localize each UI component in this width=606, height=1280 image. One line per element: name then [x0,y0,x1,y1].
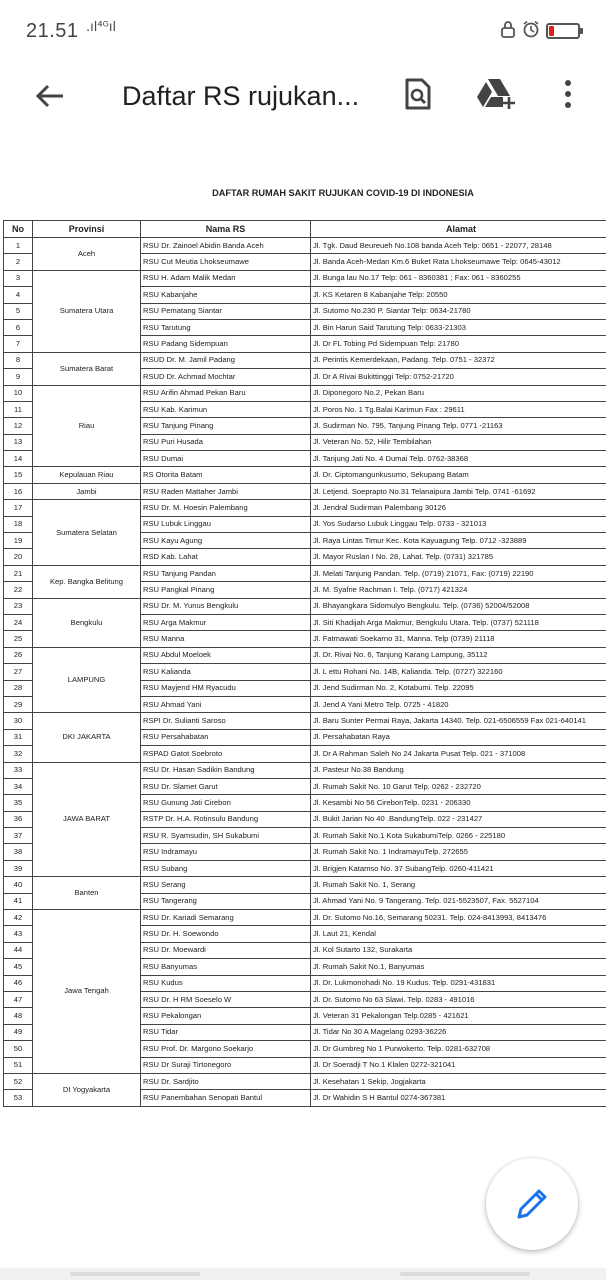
cell-nama-rs: RSU R. Syamsudin, SH Sukabumi [141,828,311,844]
cell-no: 35 [4,795,33,811]
cell-nama-rs: RSD Kab. Lahat [141,549,311,565]
cell-nama-rs: RSU Manna [141,631,311,647]
cell-alamat: Jl. Baru Sunter Permai Raya, Jakarta 14340. Telp. 021-6506559 Fax 021-640141 [311,713,606,729]
cell-nama-rs: RSU Pangkal Pinang [141,582,311,598]
cell-alamat: Jl. Yos Sudarso Lubuk Linggau Telp. 0733 - 321013 [311,516,606,532]
cell-no: 39 [4,860,33,876]
table-row [4,1073,606,1089]
cell-nama-rs: RSU Prof. Dr. Margono Soekarjo [141,1041,311,1057]
cell-provinsi: Riau [33,385,141,467]
cell-alamat: Jl. Bukit Jarian No 40 .BandungTelp. 022 - 231427 [311,811,606,827]
cell-alamat: Jl. Laut 21, Kendal [311,926,606,942]
cell-alamat: Jl. Dr Soeradji T No.1 Klalen 0272-321041 [311,1057,606,1073]
cell-nama-rs: RSU Dr. H RM Soeselo W [141,991,311,1007]
cell-no: 51 [4,1057,33,1073]
cell-alamat: Jl. M. Syafrie Rachman I. Telp. (0717) 421324 [311,582,606,598]
cell-alamat: Jl. Diponegoro No.2, Pekan Baru [311,385,606,401]
header-alamat: Alamat [311,221,606,238]
cell-no: 12 [4,418,33,434]
cell-alamat: Jl. Dr. Rivai No. 6, Tanjung Karang Lampung, 35112 [311,647,606,663]
cell-provinsi: LAMPUNG [33,647,141,713]
cell-no: 42 [4,910,33,926]
cell-alamat: Jl. Veteran 31 Pekalongan Telp.0285 - 421621 [311,1008,606,1024]
cell-alamat: Jl. Tgk. Daud Beureueh No.108 banda Aceh Telp: 0651 - 22077, 28148 [311,238,606,254]
cell-nama-rs: RSU Padang Sidempuan [141,336,311,352]
cell-no: 27 [4,664,33,680]
cell-no: 20 [4,549,33,565]
cell-alamat: Jl. KS Ketaren 8 Kabanjahe Telp: 20550 [311,287,606,303]
cell-nama-rs: RSU Subang [141,860,311,876]
cell-provinsi: Sumatera Selatan [33,500,141,566]
cell-nama-rs: RSU Kayu Agung [141,533,311,549]
cell-nama-rs: RS Otorita Batam [141,467,311,483]
cell-no: 38 [4,844,33,860]
cell-no: 10 [4,385,33,401]
cell-nama-rs: RSU Abdul Moeloek [141,647,311,663]
cell-nama-rs: RSU Dr. Slamet Garut [141,778,311,794]
cell-nama-rs: RSU Kalianda [141,664,311,680]
cell-alamat: Jl. Jend A Yani Metro Telp. 0725 - 41820 [311,696,606,712]
cell-no: 31 [4,729,33,745]
cell-nama-rs: RSU Raden Mattaher Jambi [141,483,311,499]
cell-no: 44 [4,942,33,958]
cell-no: 15 [4,467,33,483]
cell-no: 19 [4,533,33,549]
cell-alamat: Jl. Melati Tanjung Pandan. Telp. (0719) 21071, Fax: (0719) 22190 [311,565,606,581]
nav-segment [400,1272,530,1276]
cell-no: 43 [4,926,33,942]
cell-provinsi: Jambi [33,483,141,499]
cell-no: 52 [4,1073,33,1089]
cell-nama-rs: RSU Dumai [141,451,311,467]
document-view[interactable] [0,134,606,1204]
cell-no: 41 [4,893,33,909]
cell-alamat: Jl. Raya Lintas Timur Kec. Kota Kayuagung Telp. 0712 -323889 [311,533,606,549]
cell-nama-rs: RSU Kabanjahe [141,287,311,303]
cell-nama-rs: RSU Dr. Kariadi Semarang [141,910,311,926]
cell-alamat: Jl. Rumah Sakit No.1 Kota SukabumiTelp. 0266 - 225180 [311,828,606,844]
cell-alamat: Jl. Pasteur No.38 Bandung [311,762,606,778]
table-row [4,647,606,663]
cell-alamat: Jl. Dr Wahidin S H Bantul 0274-367381 [311,1090,606,1106]
cell-no: 24 [4,614,33,630]
cell-provinsi: Bengkulu [33,598,141,647]
cell-alamat: Jl. Letjend. Soeprapto No.31 Telanaipura Jambi Telp. 0741 -61692 [311,483,606,499]
cell-nama-rs: RSU Tarutung [141,319,311,335]
table-row [4,467,606,483]
cell-alamat: Jl. Jend Sudirman No. 2, Kotabumi. Telp. 22095 [311,680,606,696]
cell-alamat: Jl. Mayor Ruslan I No. 28, Lahat. Telp. (0731) 321785 [311,549,606,565]
nav-segment [70,1272,200,1276]
header-provinsi: Provinsi [33,221,141,238]
cell-nama-rs: RSU Dr. M. Hoesin Palembang [141,500,311,516]
cell-nama-rs: RSU Cut Meutia Lhokseumawe [141,254,311,270]
signal-icon: .ıl⁴ᴳıl [86,20,117,35]
cell-nama-rs: RSU Dr. Hasan Sadikin Bandung [141,762,311,778]
alarm-icon [522,20,540,42]
cell-provinsi: DI Yogyakarta [33,1073,141,1106]
more-options-button[interactable] [548,70,588,118]
table-row [4,500,606,516]
status-time: 21.51 [26,20,79,42]
cell-nama-rs: RSU Dr. Sardjito [141,1073,311,1089]
more-vert-icon [563,79,573,109]
cell-no: 5 [4,303,33,319]
cell-nama-rs: RSU Dr. Moewardi [141,942,311,958]
cell-alamat: Jl. Rumah Sakit No.1, Banyumas [311,959,606,975]
cell-alamat: Jl. Persahabatan Raya [311,729,606,745]
cell-no: 22 [4,582,33,598]
cell-alamat: Jl. Brigjen Katamso No. 37 SubangTelp. 0260-411421 [311,860,606,876]
cell-nama-rs: RSU Puri Husada [141,434,311,450]
document-title: DAFTAR RUMAH SAKIT RUJUKAN COVID-19 DI INDONESIA [212,188,474,198]
cell-alamat: Jl. Tanjung Jati No. 4 Dumai Telp. 0762-38368 [311,451,606,467]
cell-no: 2 [4,254,33,270]
back-button[interactable] [30,76,70,116]
cell-no: 53 [4,1090,33,1106]
cell-nama-rs: RSU Pematang Siantar [141,303,311,319]
cell-no: 28 [4,680,33,696]
cell-alamat: Jl. L ettu Rohani No. 14B, Kalianda. Telp. (0727) 322160 [311,664,606,680]
cell-no: 7 [4,336,33,352]
table-row [4,352,606,368]
cell-alamat: Jl. Kesehatan 1 Sekip, Jogjakarta [311,1073,606,1089]
cell-no: 46 [4,975,33,991]
preview-button[interactable] [398,70,438,118]
cell-no: 47 [4,991,33,1007]
preview-icon [404,78,432,110]
cell-alamat: Jl. Jendral Sudirman Palembang 30126 [311,500,606,516]
table-row [4,877,606,893]
cell-alamat: Jl. Banda Aceh-Medan Km.6 Buket Rata Lhokseumawe Telp: 0645-43012 [311,254,606,270]
cell-no: 8 [4,352,33,368]
cell-alamat: Jl. Dr Gumbreg No 1 Purwokerto. Telp. 0281-632708 [311,1041,606,1057]
cell-no: 50 [4,1041,33,1057]
cell-alamat: Jl. Dr. Ciptomangunkusumo, Sekupang Batam [311,467,606,483]
table-row [4,385,606,401]
cell-alamat: Jl. Rumah Sakit No. 1 IndramayuTelp. 272655 [311,844,606,860]
edit-pencil-icon [515,1187,549,1221]
cell-nama-rs: RSU Tanjung Pinang [141,418,311,434]
app-toolbar [0,64,606,135]
cell-no: 3 [4,270,33,286]
cell-nama-rs: RSU Dr. H. Soewondo [141,926,311,942]
cell-no: 29 [4,696,33,712]
cell-no: 34 [4,778,33,794]
cell-nama-rs: RSU H. Adam Malik Medan [141,270,311,286]
cell-nama-rs: RSU Dr Suraji Tirtonegoro [141,1057,311,1073]
status-bar [0,0,606,64]
table-row [4,565,606,581]
cell-no: 4 [4,287,33,303]
cell-no: 1 [4,238,33,254]
cell-alamat: Jl. Fatmawati Soekarno 31, Manna. Telp (0739) 21118 [311,631,606,647]
table-header-row [4,221,606,238]
cell-nama-rs: RSU Ahmad Yani [141,696,311,712]
cell-no: 21 [4,565,33,581]
battery-icon [546,23,580,39]
cell-alamat: Jl. Tidar No 30 A Magelang 0293-36226 [311,1024,606,1040]
page-title: Daftar RS rujukan... [122,81,360,111]
cell-provinsi: Kepulauan Riau [33,467,141,483]
table-row [4,713,606,729]
table-row [4,238,606,254]
add-to-drive-button[interactable] [476,70,516,118]
table-row [4,762,606,778]
cell-nama-rs: RSU Mayjend HM Ryacudu [141,680,311,696]
hospital-table [3,220,606,1107]
edit-fab-button[interactable] [486,1158,578,1250]
cell-no: 49 [4,1024,33,1040]
cell-no: 14 [4,451,33,467]
cell-no: 6 [4,319,33,335]
cell-no: 16 [4,483,33,499]
cell-no: 25 [4,631,33,647]
cell-alamat: Jl. Bhayangkara Sidomulyo Bengkulu. Telp. (0736) 52004/52008 [311,598,606,614]
cell-nama-rs: RSU Tidar [141,1024,311,1040]
cell-no: 13 [4,434,33,450]
table-row [4,270,606,286]
cell-nama-rs: RSU Serang [141,877,311,893]
cell-nama-rs: RSU Indramayu [141,844,311,860]
cell-nama-rs: RSUD Dr. Achmad Mochtar [141,369,311,385]
cell-alamat: Jl. Bunga lau No.17 Telp: 061 - 8360381 ; Fax: 061 - 8360255 [311,270,606,286]
cell-provinsi: Sumatera Utara [33,270,141,352]
cell-alamat: Jl. Sudirman No. 795, Tanjung Pinang Telp. 0771 -21163 [311,418,606,434]
cell-nama-rs: RSPI Dr. Sulianti Saroso [141,713,311,729]
cell-alamat: Jl. Dr A Rivai Bukittinggi Telp: 0752-21720 [311,369,606,385]
lock-icon [500,20,516,42]
system-nav-bar [0,1268,606,1280]
cell-nama-rs: RSPAD Gatot Soebroto [141,746,311,762]
cell-provinsi: JAWA BARAT [33,762,141,877]
cell-provinsi: Jawa Tengah [33,910,141,1074]
cell-alamat: Jl. Dr. Lukmonohadi No. 19 Kudus. Telp. 0291-431831 [311,975,606,991]
cell-no: 45 [4,959,33,975]
cell-nama-rs: RSUD Dr. M. Jamil Padang [141,352,311,368]
cell-nama-rs: RSU Banyumas [141,959,311,975]
cell-alamat: Jl. Veteran No. 52, Hilir Tembilahan [311,434,606,450]
cell-nama-rs: RSU Tangerang [141,893,311,909]
cell-nama-rs: RSU Gunung Jati Cirebon [141,795,311,811]
cell-nama-rs: RSU Persahabatan [141,729,311,745]
arrow-back-icon [35,83,65,109]
cell-alamat: Jl. Dr FL Tobing Pd Sidempuan Telp: 21780 [311,336,606,352]
cell-nama-rs: RSU Panembahan Senopati Bantul [141,1090,311,1106]
cell-no: 33 [4,762,33,778]
cell-nama-rs: RSU Tanjung Pandan [141,565,311,581]
cell-alamat: Jl. Perintis Kemerdekaan, Padang. Telp. 0751 - 32372 [311,352,606,368]
cell-nama-rs: RSU Arifin Ahmad Pekan Baru [141,385,311,401]
cell-no: 9 [4,369,33,385]
cell-provinsi: Sumatera Barat [33,352,141,385]
cell-alamat: Jl. Dr. Sutomo No.16, Semarang 50231. Telp. 024-8413993, 8413476 [311,910,606,926]
cell-no: 32 [4,746,33,762]
cell-alamat: Jl. Dr A Rahman Saleh No 24 Jakarta Pusat Telp. 021 - 371008 [311,746,606,762]
cell-alamat: Jl. Rumah Sakit No. 10 Garut Telp. 0262 - 232720 [311,778,606,794]
cell-provinsi: Kep. Bangka Belitung [33,565,141,598]
cell-alamat: Jl. Kesambi No 56 CirebonTelp. 0231 - 206330 [311,795,606,811]
cell-nama-rs: RSU Lubuk Linggau [141,516,311,532]
cell-nama-rs: RSU Dr. Zainoel Abidin Banda Aceh [141,238,311,254]
cell-alamat: Jl. Sutomo No.230 P. Siantar Telp: 0634-21780 [311,303,606,319]
drive-add-icon [476,77,516,111]
cell-provinsi: Aceh [33,238,141,271]
table-row [4,910,606,926]
cell-nama-rs: RSU Kudus [141,975,311,991]
cell-no: 48 [4,1008,33,1024]
cell-no: 36 [4,811,33,827]
cell-provinsi: Banten [33,877,141,910]
cell-alamat: Jl. Siti Khadijah Arga Makmur, Bengkulu Utara. Telp. (0737) 521118 [311,614,606,630]
cell-alamat: Jl. Kol Sutarto 132, Surakarta [311,942,606,958]
cell-provinsi: DKI JAKARTA [33,713,141,762]
cell-no: 23 [4,598,33,614]
cell-nama-rs: RSU Pekalongan [141,1008,311,1024]
cell-alamat: Jl. Ahmad Yani No. 9 Tangerang. Telp. 021-5523507, Fax. 5527104 [311,893,606,909]
cell-nama-rs: RSU Arga Makmur [141,614,311,630]
cell-no: 40 [4,877,33,893]
header-no: No [4,221,33,238]
table-body [4,238,606,1107]
battery-level [549,26,554,36]
cell-nama-rs: RSTP Dr. H.A. Rotinsulu Bandung [141,811,311,827]
cell-alamat: Jl. Poros No. 1 Tg.Balai Karimun Fax : 29611 [311,401,606,417]
cell-no: 11 [4,401,33,417]
cell-nama-rs: RSU Dr. M. Yunus Bengkulu [141,598,311,614]
cell-no: 37 [4,828,33,844]
cell-no: 30 [4,713,33,729]
cell-no: 17 [4,500,33,516]
header-nama-rs: Nama RS [141,221,311,238]
cell-alamat: Jl. Rumah Sakit No. 1, Serang [311,877,606,893]
cell-alamat: Jl. Dr. Sutomo No 63 Slawi. Telp. 0283 - 491016 [311,991,606,1007]
status-icons [500,20,580,42]
table-row [4,598,606,614]
table-row [4,483,606,499]
cell-no: 26 [4,647,33,663]
cell-no: 18 [4,516,33,532]
cell-nama-rs: RSU Kab. Karimun [141,401,311,417]
cell-alamat: Jl. Bin Harun Said Tarutung Telp: 0633-21303 [311,319,606,335]
